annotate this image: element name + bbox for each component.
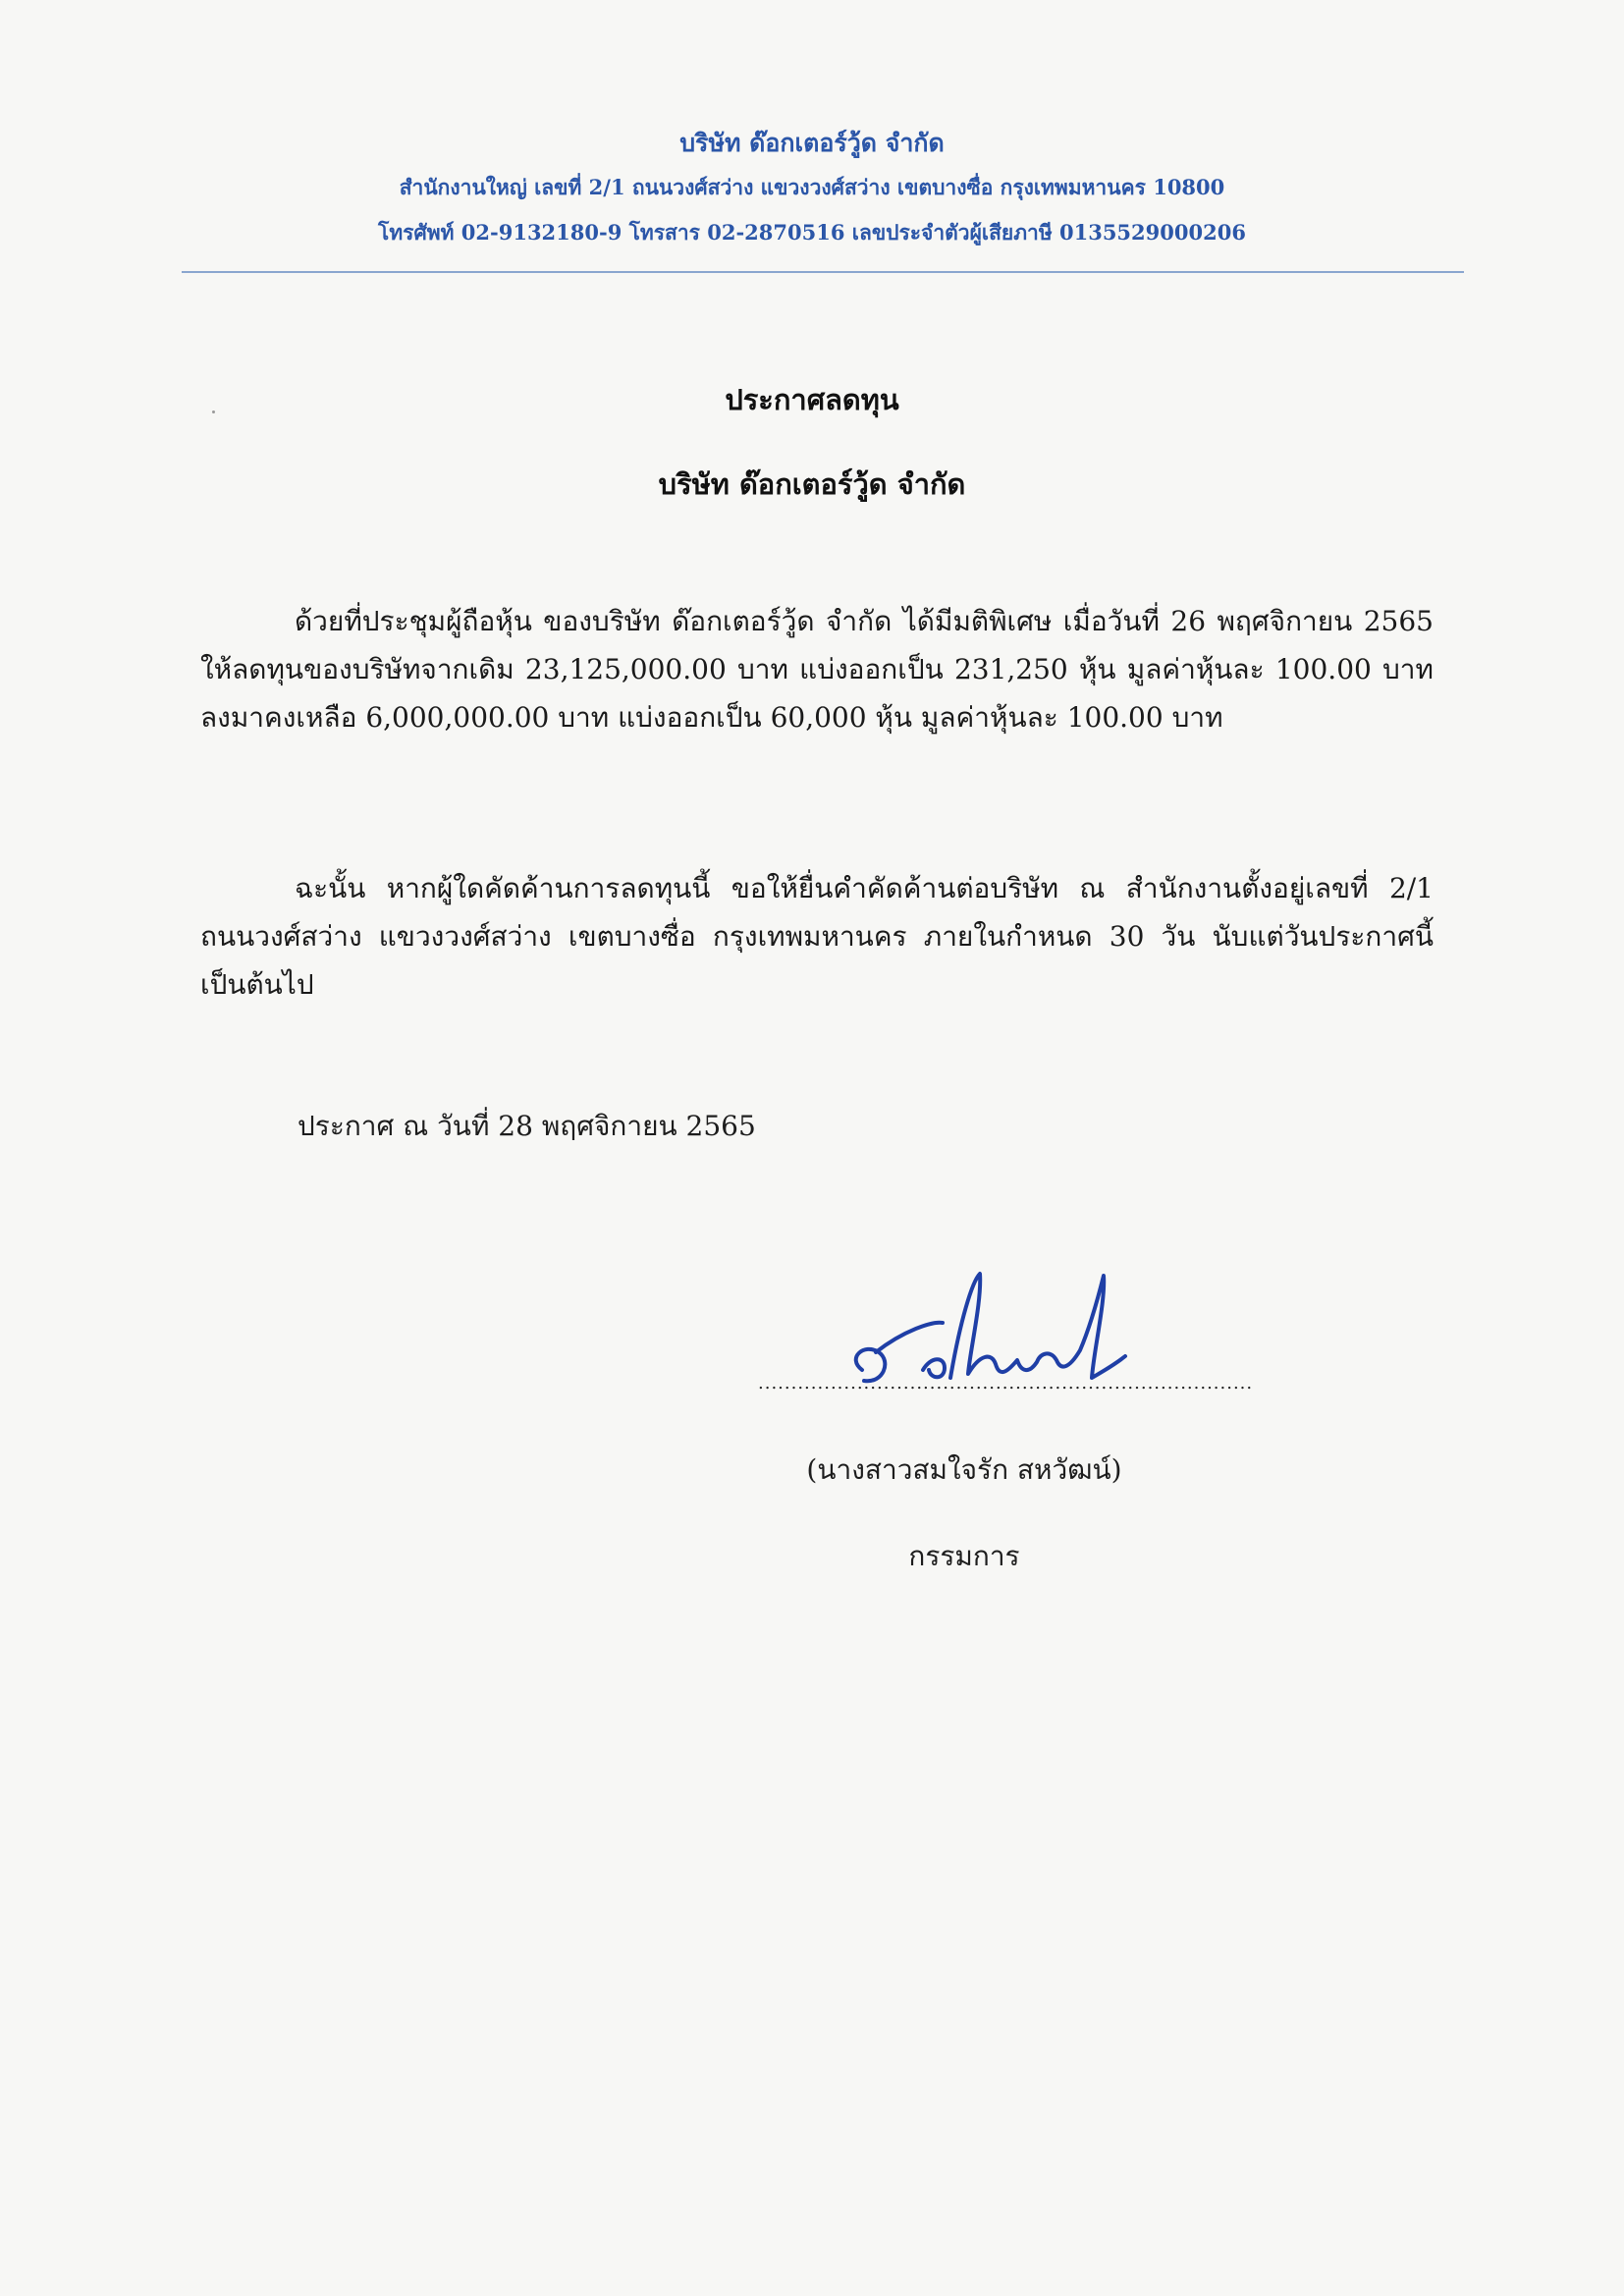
signer-name: (นางสาวสมใจรัก สหวัฒน์)	[806, 1453, 1122, 1486]
letterhead-address: สำนักงานใหญ่ เลขที่ 2/1 ถนนวงศ์สว่าง แขวงวงศ์สว่าง เขตบางซื่อ กรุงเทพมหานคร 10800	[399, 175, 1225, 199]
letterhead-contact: โทรศัพท์ 02-9132180-9 โทรสาร 02-2870516 เลขประจำตัวผู้เสียภาษี 0135529000206	[378, 220, 1246, 245]
paragraph-resolution	[200, 597, 1434, 741]
document-subtitle: บริษัท ด๊อกเตอร์วู้ด จำกัด	[658, 467, 966, 501]
paragraph-objection-text: ฉะนั้น หากผู้ใดคัดค้านการลดทุนนี้ ขอให้ยื่นคำคัดค้านต่อบริษัท ณ สำนักงานตั้งอยู่เลขที่ 2/1 ถนนวงศ์สว่าง แขวงวงศ์สว่าง เขตบางซื่อ กรุงเทพมหานคร ภายในกำหนด 30 วัน นับแต่วันประกาศนี้เป็นต้นไป	[200, 872, 1434, 1001]
signature-line: ...........................................................................	[758, 1373, 1254, 1394]
announcement-date: ประกาศ ณ วันที่ 28 พฤศจิกายน 2565	[298, 1110, 756, 1142]
letterhead-divider	[182, 271, 1464, 273]
paragraph-resolution-text: ด้วยที่ประชุมผู้ถือหุ้น ของบริษัท ด๊อกเตอร์วู้ด จำกัด ได้มีมติพิเศษ เมื่อวันที่ 26 พฤศจิกายน 2565 ให้ลดทุนของบริษัทจากเดิม 23,125,000.00 บาท แบ่งออกเป็น 231,250 หุ้น มูลค่าหุ้นละ 100.00 บาท ลงมาคงเหลือ 6,000,000.00 บาท แบ่งออกเป็น 60,000 หุ้น มูลค่าหุ้นละ 100.00 บาท	[200, 605, 1434, 734]
paragraph-objection	[200, 864, 1434, 1009]
signer-position: กรรมการ	[908, 1540, 1020, 1572]
document-title: ประกาศลดทุน	[725, 383, 899, 416]
letterhead-company-name: บริษัท ด๊อกเตอร์วู้ด จำกัด	[679, 129, 945, 157]
